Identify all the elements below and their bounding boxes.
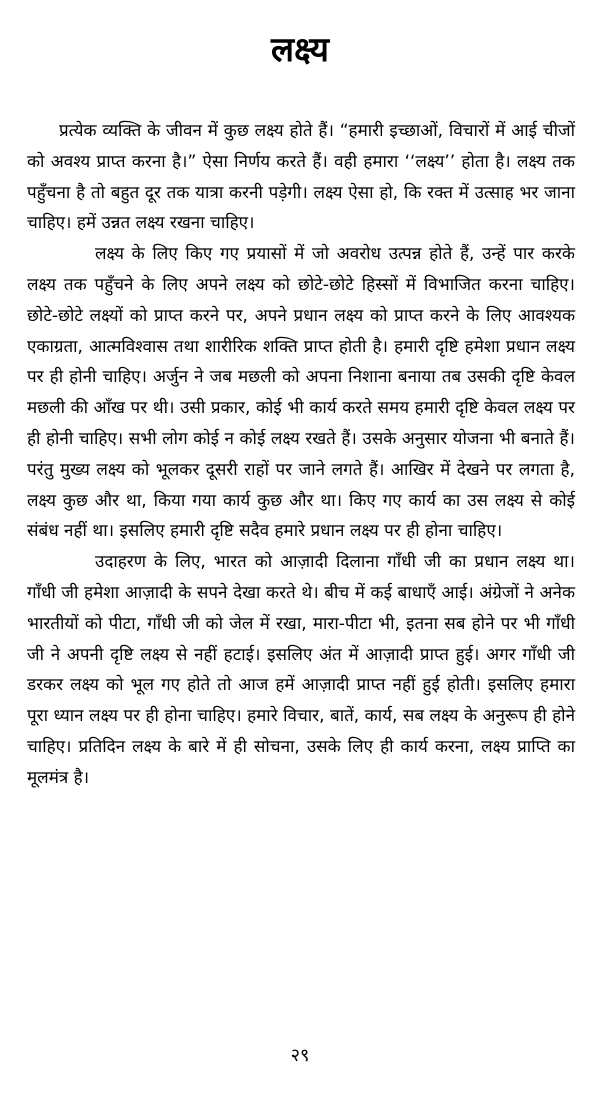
paragraph-3: उदाहरण के लिए, भारत को आज़ादी दिलाना गाँधी जी का प्रधान लक्ष्य था। गाँधी जी हमेशा आज़ादी के सपने देखा करते थे। बीच में कई बाधाएँ आई। अंग्रेजों ने अनेक भारतीयों को पीटा, गाँधी जी को जेल में रखा, मारा-पीटा भी, इतना सब होने पर भी गाँधी जी ने अपनी दृष्टि लक्ष्य से नहीं हटाई। इसलिए अंत में आज़ादी प्राप्त हुई। अगर गाँधी जी डरकर लक्ष्य को भूल गए होते तो आज हमें आज़ादी प्राप्त नहीं हुई होती। इसलिए हमारा पूरा ध्यान लक्ष्य पर ही होना चाहिए। हमारे विचार, बातें, कार्य, सब लक्ष्य के अनुरूप ही होने चाहिए। प्रतिदिन लक्ष्य के बारे में ही सोचना, उसके लिए ही कार्य करना, लक्ष्य प्राप्ति का मूलमंत्र है। xyxy=(27,552,575,788)
paragraph-2: लक्ष्य के लिए किए गए प्रयासों में जो अवरोध उत्पन्न होते हैं, उन्हें पार करके लक्ष्य तक पहुँचने के लिए अपने लक्ष्य को छोटे-छोटे हिस्सों में विभाजित करना चाहिए। छोटे-छोटे लक्ष्यों को प्राप्त करने पर, अपने प्रधान लक्ष्य को प्राप्त करने के लिए आवश्यक एकाग्रता, आत्मविश्वास तथा शारीरिक शक्ति प्राप्त होती है। हमारी दृष्टि हमेशा प्रधान लक्ष्य पर ही होनी चाहिए। अर्जुन ने जब मछली को अपना निशाना बनाया तब उसकी दृष्टि केवल मछली की आँख पर थी। उसी प्रकार, कोई भी कार्य करते समय हमारी दृष्टि केवल लक्ष्य पर ही होनी चाहिए। सभी लोग कोई न कोई लक्ष्य रखते हैं। उसके अनुसार योजना भी बनाते हैं। परंतु मुख्य लक्ष्य को भूलकर दूसरी राहों पर जाने लगते हैं। आखिर में देखने पर लगता है, लक्ष्य कुछ और था, किया गया कार्य कुछ और था। किए गए कार्य का उस लक्ष्य से कोई संबंध नहीं था। इसलिए हमारी दृष्टि सदैव हमारे प्रधान लक्ष्य पर ही होना चाहिए। xyxy=(27,244,575,542)
paragraph-1: प्रत्येक व्यक्ति के जीवन में कुछ लक्ष्य होते हैं। “हमारी इच्छाओं, विचारों में आई चीजों को अवश्य प्राप्त करना है।” ऐसा निर्णय करते हैं। वही हमारा ‘‘लक्ष्य’’ होता है। लक्ष्य तक पहुँचना है तो बहुत दूर तक यात्रा करनी पड़ेगी। लक्ष्य ऐसा हो, कि रक्त में उत्साह भर जाना चाहिए। हमें उन्नत लक्ष्य रखना चाहिए। xyxy=(27,121,575,234)
page-number: २९ xyxy=(290,1045,310,1066)
page-title: लक्ष्य xyxy=(271,30,329,70)
body-text xyxy=(27,116,575,794)
